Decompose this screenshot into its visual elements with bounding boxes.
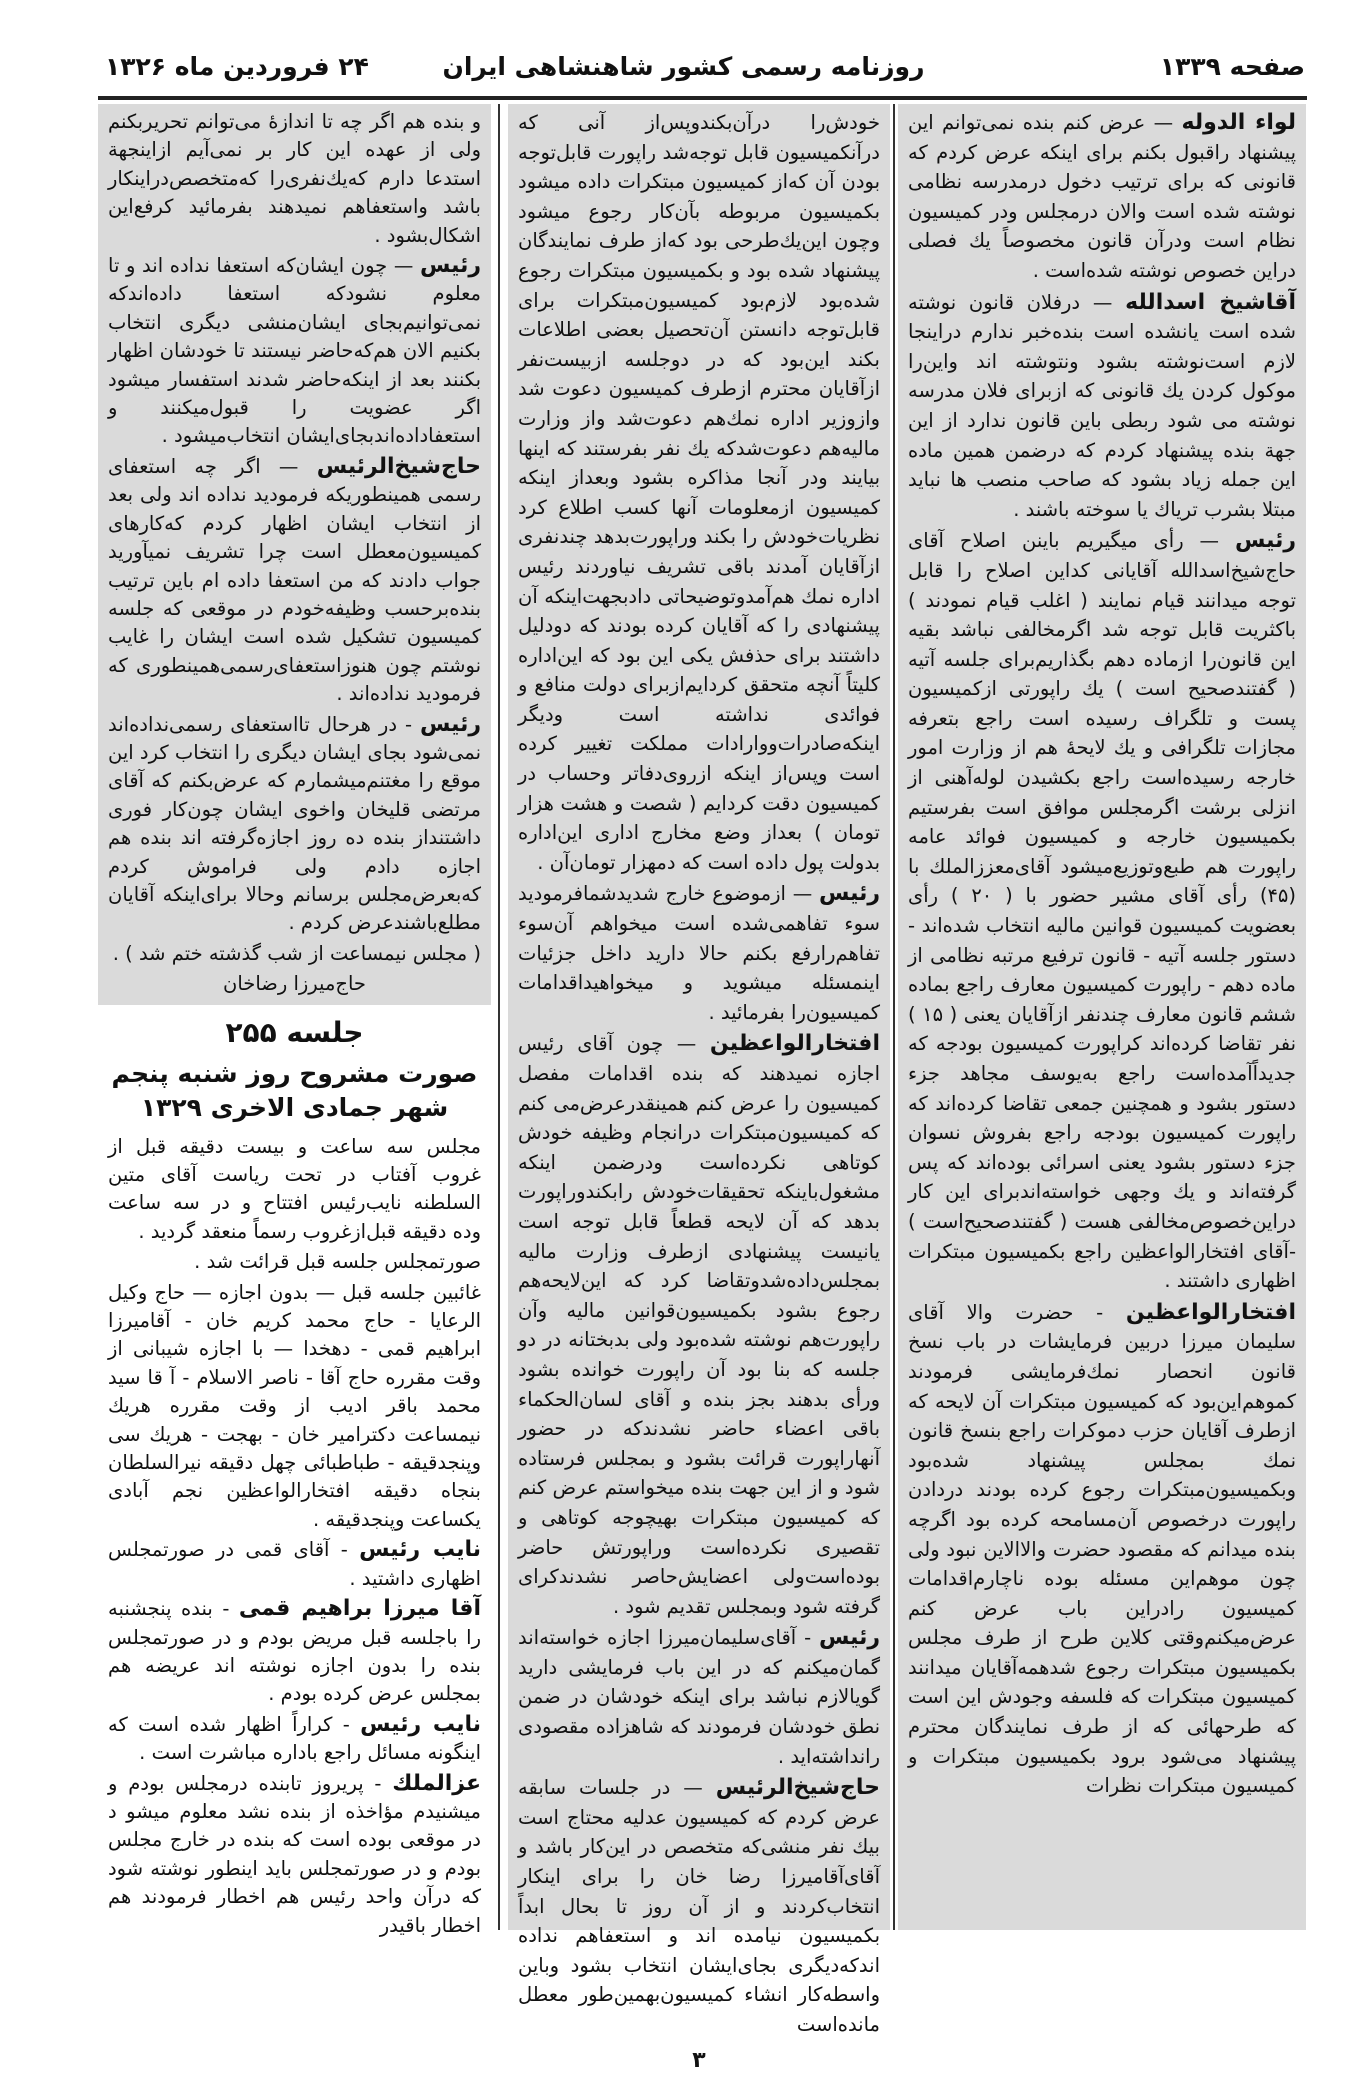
paragraph [108, 108, 481, 250]
speaker-name: افتخارالواعظین [1125, 1299, 1296, 1325]
paragraph-text: — اگر چه استعفای رسمی همینطوریکه فرمودید نداده اند ولی بعد از انتخاب ایشان اظهار کردم که‌کارهای کمیسیون‌معطل است چرا تشریف نمیآورید جواب دادند که من استعفا داده ام باین ترتیب بنده‌برحسب وظیفه‌خودم در موقعی که جلسه کمیسیون تشکیل شده است ایشان را غایب نوشتم چون هنوزاستعفای‌رسمی‌همینطوری که فرمودید نداده‌اند . [108, 454, 481, 706]
session-subtitle: صورت مشروح روز شنبه پنجم شهر جمادی الاخری ۱۳۲۹ [111, 1058, 478, 1122]
paragraph [108, 1536, 481, 1593]
speaker-name: حاج‌شیخ‌الرئیس [715, 1775, 880, 1801]
paragraph [108, 940, 481, 968]
paragraph [108, 1279, 481, 1535]
column-left [98, 104, 491, 1946]
header-rule [98, 96, 1307, 100]
paragraph-text: — رأی میگیریم باینن اصلاح آقای حاج‌شیخ‌اسدالله آقایانی کداین اصلاح را قابل توجه میدانند قیام نمایند ( اغلب قیام نمودند ) باکثریت قابل توجه شد اگرمخالفی نباشد بقیه این قانون‌را ازماده دهم بگذاریم‌برای جلسه آتیه ( گفتندصحیح است ) یك راپورتی ازکمیسیون پست و تلگراف رسیده است راجع بتعرفه مجازات تلگرافی و یك لایحهٔ هم از وزارت امور خارجه رسیده‌است راجع بکشیدن لوله‌آهنی از انزلی برشت اگرمجلس موافق است بفرستیم بکمیسیون خارجه و کمیسیون فوائد عامه راپورت هم طبع‌وتوزیع‌میشود آقای‌معززالملك با (۴۵) رأی آقای مشیر حضور با ( ۲۰ ) رأی بعضویت کمیسیون قوانین مالیه انتخاب شده‌اند - دستور جلسه آتیه - قانون ترفیع مرتبه نظامی از ماده دهم - راپورت کمیسیون معارف راجع بماده ششم قانون معارف چندنفر ازآقایان یعنی ( ۱۵ ) نفر تقاضا کرده‌اند کراپورت کمیسیون بودجه که جدیداًآمده‌است راجع به‌یوسف مجاهد جزء دستور بشود و همچنین جمعی تقاضا کرده‌اند که راپورت کمیسیون بودجه راجع بفروش نسوان جزء دستور بشود یعنی اسرائی بوده‌اند که پس گرفته‌اند و یك وجهی خواسته‌اندبرای این کار دراین‌خصوص‌مخالفی هست ( گفتندصحیح‌است ) -آقای افتخارالواعظین راجع بکمیسیون مبتکرات اظهاری داشتند . [908, 529, 1296, 1293]
paragraph-text: غائبین جلسه قبل — بدون اجازه — حاج وکیل الرعایا - حاج محمد کریم خان - آقامیرزا ابراهیم قمی - دهخدا — با اجازه شیبانی از وقت مقرره حاج آقا - ناصر الاسلام - آ قا سید محمد باقر ادیب از وقت مقرره هریك نیمساعت دکترامیر خان - بهجت - هریك سی وپنجدقیقه - طباطبائی چهل دقیقه نیرالسلطان بنجاه دقیقه افتخارالواعظین نجم آبادی یکساعت وپنجدقیقه . [108, 1280, 481, 1531]
paragraph-text: - در هرحال تااستعفای رسمی‌نداده‌اند نمی‌شود بجای ایشان دیگری را انتخاب کرد این موقع را مغتنم‌میشمارم که عرض‌بکنم که آقای مرتضی قلیخان واخوی ایشان چون‌کار فوری داشتند‌از بنده ده روز اجازه‌گرفته اند بنده هم اجازه دادم ولی فراموش کردم که‌بعرض‌مجلس برسانم وحالا برای‌اینکه آقایان مطلع‌باشند‌عرض کردم . [108, 712, 481, 935]
newspaper-title: روزنامه رسمی کشور شاهنشاهی ایران [442, 52, 925, 81]
paragraph [518, 108, 880, 877]
paragraph-text: — درفلان قانون نوشته شده است یانشده است بنده‌خبر ندارم دراینجا لازم است‌نوشته بشود ونتوشته اند واین‌را موکول کردن یك قانونی که ازبرای فلان مدرسه نوشته می شود ربطی باین قانون ندارد از این جهة بنده پیشنهاد کردم که درضمن همین ماده این جمله زیاد بشود که صاحب منصب ها نباید مبتلا بشرب تریاك یا سوخته باشند . [908, 290, 1296, 521]
speaker-name: عزالملك [392, 1770, 481, 1796]
speaker-name: حاج‌شیخ‌الرئیس [316, 453, 481, 479]
page-number: ۳ [692, 2047, 706, 2073]
paragraph-text: — عرض کنم بنده نمی‌توانم این پیشنهاد راقبول بکنم برای اینکه عرض کردم که قانونی که برای ترتیب دخول درمدرسه نظامی نوشته شده است والان درمجلس ودر کمیسیون نظام است ودرآن قانون مخصوصاً یك فصلی دراین خصوص نوشته شده‌است . [908, 111, 1296, 282]
paragraph [908, 108, 1296, 286]
paragraph-text: - آقای قمی در صورتمجلس اظهاری داشتید . [108, 1538, 481, 1590]
speaker-name: رئیس [1234, 528, 1296, 554]
column-divider [893, 104, 895, 1930]
session-title: جلسه ۲۵۵ [225, 1015, 364, 1049]
paragraph-text: - پریروز تابنده درمجلس بودم و میشنیدم مؤاخذه از بنده نشد معلوم میشو د در موقعی بوده است که بنده در خارج مجلس بودم و در صورتمجلس باید اینطور نوشته شود که درآن واحد رئیس هم اخطار فرمودند هم اخطار باقیدر [108, 1771, 481, 1937]
speaker-name: لواء الدوله [1181, 110, 1296, 135]
paragraph [108, 1248, 481, 1276]
paragraph [108, 252, 481, 451]
speaker-name: نایب رئیس [359, 1537, 481, 1563]
paragraph [108, 711, 481, 938]
middle-paragraphs [518, 108, 880, 2040]
paragraph [108, 1595, 481, 1709]
speaker-name: رئیس [419, 253, 481, 279]
paragraph-text: - کراراً اظهار شده است که اینگونه مسائل راجع باداره مباشرت است . [108, 1712, 481, 1765]
speaker-name: رئیس [419, 711, 481, 737]
speaker-name: نایب رئیس [360, 1711, 481, 1737]
column-left-bottom [98, 1005, 491, 1946]
column-middle [508, 104, 890, 2073]
paragraph [518, 1029, 880, 1621]
paragraph [108, 1711, 481, 1768]
left-bottom-paragraphs [108, 1133, 481, 1940]
paragraph-text: مجلس سه ساعت و بیست دقیقه قبل از غروب آفتاب در تحت ریاست آقای متین السلطنه نایب‌رئیس افتتاح و در سه ساعت وده دقیقه قبل‌ازغروب رسماً منعقد گردید . [108, 1134, 481, 1243]
paragraph [518, 1623, 880, 1771]
paragraph-text: - حضرت والا آقای سلیمان میرزا دربین فرمایشات در باب نسخ قانون انحصار نمك‌فرمایشی فرمودند کموهم‌این‌بود که کمیسیون مبتکرات آن لایحه که ازطرف آقایان حزب دموکرات راجع بنسخ قانون نمك بمجلس پیشنهاد شده‌بود وبکمیسیون‌مبتکرات رجوع کرده بودند دردادن راپورت درخصوص آن‌مسامحه کرده بود اگرچه بنده میدانم که مقصود حضرت والاالاین نبود ولی چون موهم‌این مسئله بوده ناچارم‌اقدامات کمیسیون رادراین باب عرض کنم عرض‌میکنم‌وقتی کلاین طرح از طرف مجلس بکمیسیون مبتکرات رجوع شدهمه‌آقایان میدانند کمیسیون مبتکرات که فلسفه وجودش این است که طرحهائی که از طرف نمایندگان محترم پیشنهاد می‌شود برود بکمیسیون مبتکرات و کمیسیون مبتکرات نظرات [908, 1300, 1296, 1798]
speaker-name: آقا میرزا براهیم قمی [238, 1596, 481, 1622]
paragraph [518, 1773, 880, 2039]
paragraph-text: - آقای‌سلیمان‌میرزا اجازه خواسته‌اند گمان‌میکنم که در این باب فرمایشی دارید گویالازم نباشد برای اینکه خودشان در ضمن نطق خودشان فرمودند که شاهزاده مقصودی رانداشته‌اید . [518, 1626, 880, 1768]
paragraph-text: — چون آقای رئیس اجازه نمیدهند که بنده اقدامات مفصل کمیسیون را عرض کنم همینقدرعرض‌می کنم که کمیسیون‌مبتکرات درانجام وظیفه خودش کوتاهی نکرده‌است ودرضمن اینکه مشغول‌باینکه تحقیقات‌خودش رابکندوراپورت بدهد که آن لایحه قطعاً قابل توجه است یانیست پیشنهادی ازطرف وزارت مالیه بمجلس‌داده‌شدوتقاضا کرد که این‌لایحه‌هم رجوع بشود بکمیسیون‌قوانین مالیه وآن راپورت‌هم نوشته شده‌بود ولی بدبختانه در دو جلسه که بنا بود آن راپورت خوانده بشود ورأی بدهند بجز بنده و آقای لسان‌الحکماء باقی اعضاء حاضر نشدندکه در حضور آنهاراپورت قرائت بشود و بمجلس فرستاده شود و از این جهت بنده میخواستم عرض کنم که کمیسیون مبتکرات بهیچوجه کوتاهی و تقصیری نکرده‌است وراپورتش حاضر بوده‌است‌ولی اعضایش‌حاصر نشدند‌کرای گرفته شود وبمجلس تقدیم شود . [518, 1032, 880, 1618]
paragraph-text: — چون ایشان‌که استعفا نداده اند و تا معلوم نشود‌که استعفا داده‌اند‌که نمی‌توانیم‌بجای ایشان‌منشی دیگری انتخاب بکنیم الان هم‌که‌حاضر نیستند تا خودشان اظهار بکنند بعد از اینکه‌حاضر شدند استفسار میشود اگر عضویت را قبول‌میکنند و استعفاداده‌اندبجای‌ایشان انتخاب‌میشود . [108, 254, 481, 448]
paragraph-text: - بنده پنجشنبه را باجلسه قبل مریض بودم و در صورتمجلس بنده را بدون اجازه نوشته اند عریضه هم بمجلس عرض کرده بودم . [108, 1597, 481, 1706]
paragraph-text: خودش‌را درآن‌بکندوپس‌از آنی که درآنکمیسیون قابل توجه‌شد راپورت قابل‌توجه بودن آن که‌از کمیسیون مبتکرات داده میشود بکمیسیون مربوطه بآن‌کار رجوع میشود وچون این‌یك‌طرحی بود که‌از طرف نمایندگان پیشنهاد شده بود و بکمیسیون مبتکرات رجوع شده‌بود لازم‌بود کمیسیون‌مبتکرات برای قابل‌توجه دانستن آن‌تحصیل بعضی اطلاعات بکند این‌بود که در دوجلسه ازبیست‌نفر ازآقایان محترم ازطرف کمیسیون دعوت شد وازوزیر اداره نمك‌هم دعوت‌شد واز وزارت مالیه‌هم دعوت‌شدکه یك نفر بفرستند که اینها بیایند ودر آنجا مذاکره بشود وبعداز اینکه کمیسیون ازمعلومات آنها کسب اطلاع کرد نظریات‌خودش را بکند وراپورت‌بدهد چندنفری ازآقایان آمدند باقی تشریف نیاوردند رئیس اداره نمك هم‌آمدوتوضیحاتی دادبجهت‌اینکه آن پیشنهادی را که آقایان کرده بودند که دودلیل داشتند برای حذفش یکی این بود که این‌اداره کلیتاً آنچه متحقق کردایم‌ازبرای دولت منافع و فوائدی نداشته است ودیگر اینکه‌صادرات‌ووارادات مملکت تغییر کرده است وپس‌از اینکه ازروی‌دفاتر وحساب در کمیسیون دقت کردایم ( شصت و هشت هزار تومان ) بعداز وضع مخارج اداری این‌اداره بدولت پول داده است که دمهزار تومان‌آن . [518, 111, 880, 874]
paragraph-text: و بنده هم اگر چه تا اندازهٔ می‌توانم تحریربکنم ولی از عهده این کار بر نمی‌آیم ازاینجهة استدعا دارم که‌یك‌نفری‌را که‌متخصص‌دراینکار باشد واستعفاهم نمیدهند بفرمائید کرفع‌این اشکال‌بشود . [108, 110, 481, 247]
issue-date: ۲۴ فروردین ماه ۱۳۲۶ [105, 52, 369, 81]
paragraph [908, 1298, 1296, 1801]
paragraph [518, 879, 880, 1027]
column-right [898, 104, 1306, 1930]
paragraph [108, 453, 481, 709]
speaker-name: آقاشیخ اسدالله [1125, 289, 1296, 315]
speaker-name: رئیس [818, 881, 880, 907]
page-label: صفحه ۱۳۳۹ [1159, 52, 1305, 81]
paragraph [108, 1770, 481, 1940]
column-divider [498, 104, 500, 1930]
paragraph-text: ( مجلس نیمساعت از شب گذشته ختم شد ) . [112, 941, 481, 965]
speaker-name: رئیس [818, 1625, 880, 1651]
left-top-paragraphs [108, 108, 481, 968]
paragraph-text: — ازموضوع خارج شدید‌شمافرمودید سوء تفاهمی‌شده است میخواهم آن‌سوء تفاهم‌رارفع بکنم حالا دارید داخل جزئیات اینمسئله میشوید و میخواهیداقدامات کمیسیون‌را بفرمائید . [518, 882, 880, 1024]
paragraph-text: — در جلسات سابقه عرض کردم که کمیسیون عدلیه محتاج است بیك نفر منشی‌که متخصص در این‌کار باشد و آقای‌آقامیرزا رضا خان را برای اینکار انتخاب‌کردند و از آن روز تا بحال ابداً بکمیسیون نیامده اند و استعفاهم نداده اندکه‌دیگری بجای‌ایشان انتخاب بشود وباین واسطه‌کار انشاء کمیسیون‌بهمین‌طور معطل مانده‌است [518, 1776, 880, 2036]
paragraph [108, 1133, 481, 1247]
signature: حاج‌میرزا رضاخان [223, 972, 366, 996]
paragraph [908, 526, 1296, 1295]
column-left-top [98, 104, 491, 1005]
speaker-name: افتخارالواعظین [709, 1031, 880, 1057]
paragraph-text: صورتمجلس جلسه قبل قرائت شد . [194, 1250, 481, 1274]
paragraph [908, 288, 1296, 525]
